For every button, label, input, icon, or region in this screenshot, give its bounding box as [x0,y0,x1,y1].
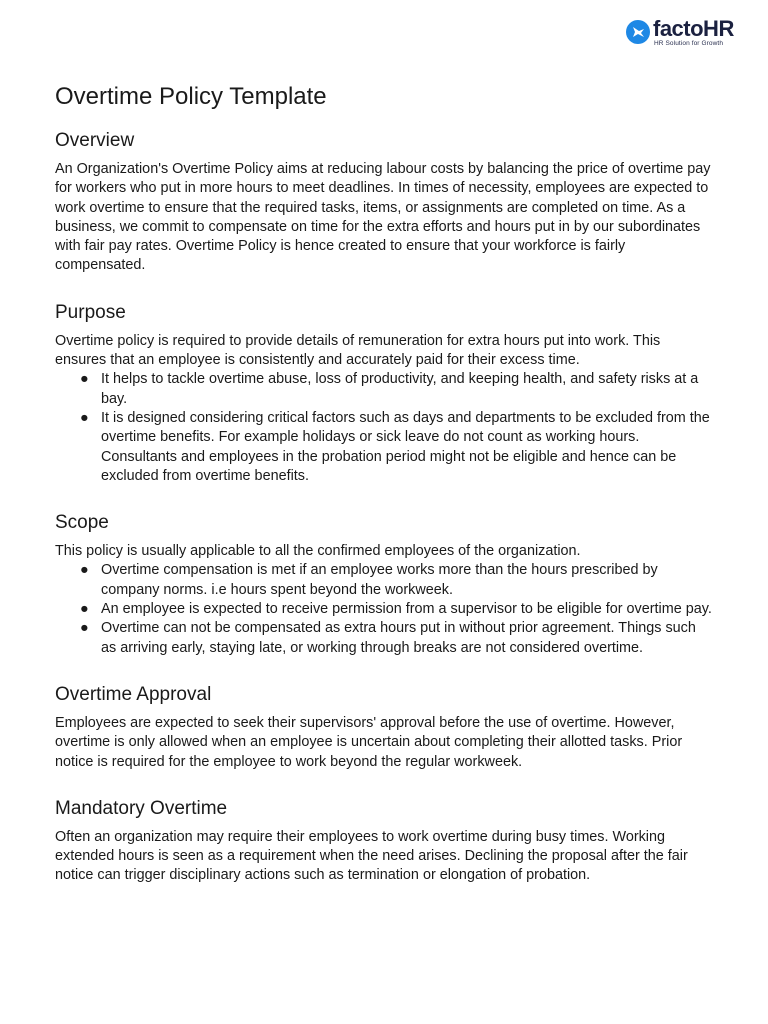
logo-brand-text: factoHR [653,16,734,41]
list-item [55,600,715,619]
list-item [55,619,715,658]
bullet-list [55,561,715,657]
section-purpose [55,300,715,486]
bullet-list [55,370,715,486]
list-item [55,409,715,486]
list-item-text: Overtime can not be compensated as extra hours put in without prior agreement. Things such as arriving early, staying late, or working through breaks are not considered overtime. [101,620,696,656]
section-mandatory-overtime [55,796,715,886]
bullet-icon: ● [80,409,89,426]
section-scope [55,510,715,658]
bullet-icon: ● [80,620,89,637]
section-paragraph: Employees are expected to seek their supervisors' approval before the use of overtime. However, overtime is only allowed when an employee is uncertain about completing their allotted tasks. Prior notice is required for the employee to work beyond the regular workweek. [55,714,683,770]
section-overtime-approval [55,682,715,772]
list-item-text: It is designed considering critical factors such as days and departments to be excluded from the overtime benefits. For example holidays or sick leave do not count as working hours. Consultants and employees in the probation period might not be eligible and hence can be excluded from overtime benefits. [101,409,710,484]
section-heading: Scope [55,512,109,534]
factohr-logo [626,16,758,50]
section-paragraph: Overtime policy is required to provide details of remuneration for extra hours put into work. This ensures that an employee is consistently and accurately paid for their excess time. [55,332,661,369]
bullet-icon: ● [80,371,89,388]
section-heading: Overtime Approval [55,683,212,705]
logo-tagline: HR Solution for Growth [654,40,724,47]
list-item-text: Overtime compensation is met if an employee works more than the hours prescribed by company norms. i.e hours spent beyond the workweek. [101,562,658,598]
section-paragraph: Often an organization may require their employees to work overtime during busy times. Working extended hours is seen as a requirement when the need arises. Declining the proposal after the fair notice can trigger disciplinary actions such as termination or elongation of probation. [55,828,688,884]
section-overview [55,128,715,276]
section-heading: Mandatory Overtime [55,797,228,819]
document-body [55,80,715,886]
bullet-icon: ● [80,562,89,579]
section-paragraph: An Organization's Overtime Policy aims at reducing labour costs by balancing the price of overtime pay for workers who put in more hours to meet deadlines. In times of necessity, employees are expected to work overtime to ensure that the required tasks, items, or assignments are completed on time. As a business, we commit to compensate on time for the extra efforts and hours put in by our subordinates with fair pay rates. Overtime Policy is hence created to ensure that your workforce is fairly compensated. [55,161,711,274]
list-item [55,561,715,600]
factohr-logo-icon [626,20,650,44]
list-item-text: It helps to tackle overtime abuse, loss of productivity, and keeping health, and safety risks at a bay. [101,371,699,407]
section-heading: Purpose [55,301,126,323]
bullet-icon: ● [80,601,89,618]
list-item-text: An employee is expected to receive permission from a supervisor to be eligible for overtime pay. [101,601,712,618]
section-paragraph: This policy is usually applicable to all the confirmed employees of the organization. [55,543,581,560]
document-title: Overtime Policy Template [55,83,327,110]
list-item [55,370,715,409]
section-heading: Overview [55,130,135,151]
